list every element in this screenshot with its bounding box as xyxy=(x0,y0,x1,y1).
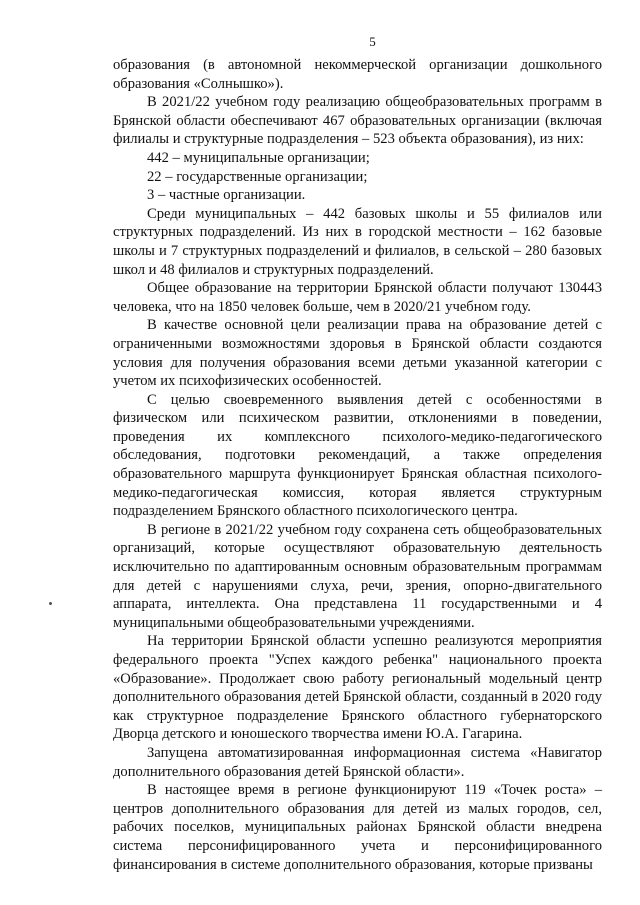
paragraph-4: Общее образование на территории Брянской области получают 130443 человека, что на 1850 человек больше, чем в 2020/21 учебном году. xyxy=(113,280,602,315)
paragraph-1: образования (в автономной некоммерческой организации дошкольного образования «Солнышко»). xyxy=(113,57,602,92)
scan-speck xyxy=(49,602,52,605)
list-item-3: 3 – частные организации. xyxy=(147,187,306,204)
paragraph-3: Среди муниципальных – 442 базовых школы и 55 филиалов или структурных подразделений. Из них в городской местности – 162 базовые школы и 7 структурных подразделений и филиалов, в сельской – 280 базовых школ и 48 филиалов и структурных подразделений. xyxy=(113,205,602,278)
paragraph-8: На территории Брянской области успешно реализуются мероприятия федерального проекта "Успех каждого ребенка" национального проекта «Образование». Продолжает свою работу региональный модельный центр дополнительного образования детей Брянской области, созданный в 2020 году как структурное подразделение Брянского областного губернаторского Дворца детского и юношеского творчества имени Ю.А. Гагарина. xyxy=(113,633,602,743)
list-item-2: 22 – государственные организации; xyxy=(147,168,368,185)
document-body xyxy=(113,56,602,874)
paragraph-10: В настоящее время в регионе функционируют 119 «Точек роста» – центров дополнительного образования для детей из малых городов, сел, рабочих поселков, муниципальных районах Брянской области внедрена система персонифицированного учета и персонифицированного финансирования в системе дополнительного образования, которые призваны xyxy=(113,782,602,873)
paragraph-2: В 2021/22 учебном году реализацию общеобразовательных программ в Брянской области обеспечивают 467 образовательных организации (включая филиалы и структурные подразделения – 523 объекта образования), из них: xyxy=(113,94,602,148)
paragraph-5: В качестве основной цели реализации права на образование детей с ограниченными возможностями здоровья в Брянской области создаются условия для получения образования всеми детьми указанной категории с учетом их психофизических особенностей. xyxy=(113,317,602,390)
paragraph-6: С целью своевременного выявления детей с особенностями в физическом или психическом развитии, отклонениями в поведении, проведения их комплексного психолого-медико-педагогического обследования, подготовки рекомендаций, а также определения образовательного маршрута функционирует Брянская областная психолого-медико-педагогическая комиссия, которая является структурным подразделением Брянского областного психологического центра. xyxy=(113,391,602,520)
paragraph-7: В регионе в 2021/22 учебном году сохранена сеть общеобразовательных организаций, которые осуществляют образовательную деятельность исключительно по адаптированным основным образовательным программам для детей с нарушениями слуха, речи, зрения, опорно-двигательного аппарата, интеллекта. Она представлена 11 государственными и 4 муниципальными общеобразовательными учреждениями. xyxy=(113,521,602,631)
paragraph-9: Запущена автоматизированная информационная система «Навигатор дополнительного образования детей Брянской области». xyxy=(113,744,602,780)
list-item-1: 442 – муниципальные организации; xyxy=(147,149,370,166)
page-number: 5 xyxy=(369,34,376,49)
